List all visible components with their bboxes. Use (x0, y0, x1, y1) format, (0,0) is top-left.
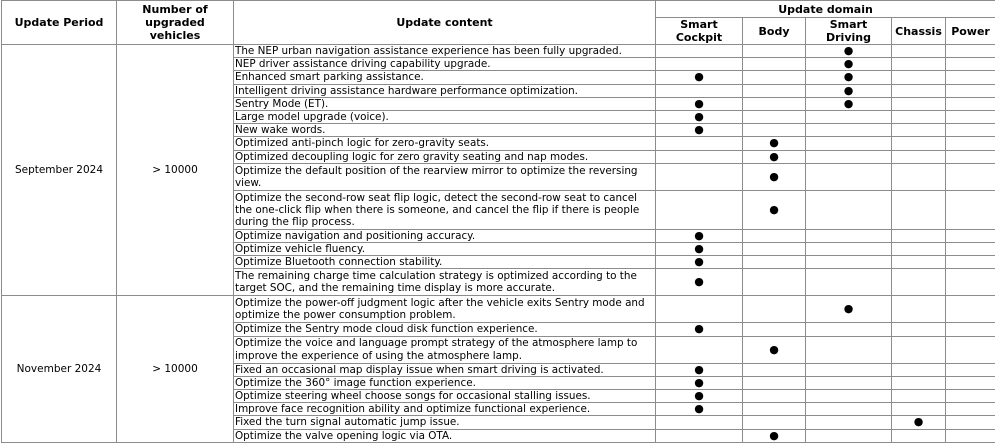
domain-cell-body (743, 403, 806, 416)
domain-cell-smart-cockpit (656, 84, 743, 97)
domain-cell-body (743, 190, 806, 229)
domain-cell-chassis (892, 111, 946, 124)
domain-cell-smart-cockpit (656, 111, 743, 124)
bullet-dot-icon: ● (769, 429, 779, 442)
domain-cell-power (946, 71, 995, 84)
domain-cell-smart-cockpit (656, 256, 743, 269)
domain-cell-smart-cockpit (656, 150, 743, 163)
domain-cell-smart-cockpit (656, 363, 743, 376)
update-content-cell: Optimize the Sentry mode cloud disk function experience. (234, 323, 656, 336)
domain-cell-smart-driving (806, 84, 892, 97)
bullet-dot-icon: ● (694, 97, 704, 110)
update-content-cell: Optimize the second-row seat flip logic, detect the second-row seat to cancel the one-click flip when there is someone, and cancel the flip if there is people during the flip process. (234, 190, 656, 229)
domain-cell-power (946, 336, 995, 363)
update-content-cell: Intelligent driving assistance hardware performance optimization. (234, 84, 656, 97)
bullet-dot-icon: ● (769, 137, 779, 150)
bullet-dot-icon: ● (694, 363, 704, 376)
header-domain-power: Power (946, 18, 995, 45)
domain-cell-power (946, 390, 995, 403)
domain-cell-smart-cockpit (656, 269, 743, 296)
update-content-cell: Sentry Mode (ET). (234, 97, 656, 110)
domain-cell-smart-cockpit (656, 416, 743, 429)
domain-cell-power (946, 45, 995, 58)
bullet-dot-icon: ● (844, 302, 854, 315)
domain-cell-smart-driving (806, 256, 892, 269)
domain-cell-power (946, 256, 995, 269)
domain-cell-body (743, 336, 806, 363)
bullet-dot-icon: ● (769, 203, 779, 216)
domain-cell-smart-driving (806, 229, 892, 242)
domain-cell-smart-cockpit (656, 323, 743, 336)
update-content-cell: Fixed the turn signal automatic jump issue. (234, 416, 656, 429)
domain-cell-power (946, 84, 995, 97)
update-content-cell: Optimize navigation and positioning accuracy. (234, 229, 656, 242)
domain-cell-smart-driving (806, 97, 892, 110)
update-content-cell: Optimize the power-off judgment logic after the vehicle exits Sentry mode and optimize the power consumption problem. (234, 296, 656, 323)
update-content-cell: Optimize the valve opening logic via OTA. (234, 429, 656, 442)
domain-cell-body (743, 256, 806, 269)
domain-cell-chassis (892, 124, 946, 137)
domain-cell-power (946, 97, 995, 110)
domain-cell-body (743, 296, 806, 323)
domain-cell-chassis (892, 137, 946, 150)
domain-cell-smart-cockpit (656, 45, 743, 58)
domain-cell-smart-driving (806, 390, 892, 403)
update-content-cell: NEP driver assistance driving capability upgrade. (234, 58, 656, 71)
domain-cell-smart-cockpit (656, 243, 743, 256)
domain-cell-chassis (892, 45, 946, 58)
domain-cell-body (743, 323, 806, 336)
domain-cell-smart-cockpit (656, 190, 743, 229)
domain-cell-body (743, 163, 806, 190)
update-content-cell: Optimize vehicle fluency. (234, 243, 656, 256)
domain-cell-smart-driving (806, 71, 892, 84)
bullet-dot-icon: ● (694, 376, 704, 389)
update-table (1, 0, 995, 443)
update-content-cell: Optimize Bluetooth connection stability. (234, 256, 656, 269)
domain-cell-chassis (892, 243, 946, 256)
domain-cell-power (946, 269, 995, 296)
table-row (2, 296, 995, 323)
header-domain-smart-cockpit: Smart Cockpit (656, 18, 743, 45)
header-domain-smart-driving: Smart Driving (806, 18, 892, 45)
domain-cell-smart-driving (806, 163, 892, 190)
domain-cell-smart-cockpit (656, 97, 743, 110)
bullet-dot-icon: ● (694, 323, 704, 336)
domain-cell-power (946, 296, 995, 323)
domain-cell-smart-cockpit (656, 137, 743, 150)
domain-cell-smart-driving (806, 190, 892, 229)
update-content-cell: The remaining charge time calculation strategy is optimized according to the target SOC, and the remaining time display is more accurate. (234, 269, 656, 296)
upgraded-vehicles-cell: > 10000 (117, 296, 234, 442)
domain-cell-chassis (892, 336, 946, 363)
domain-cell-smart-driving (806, 58, 892, 71)
domain-cell-smart-driving (806, 376, 892, 389)
domain-cell-smart-cockpit (656, 296, 743, 323)
domain-cell-power (946, 403, 995, 416)
bullet-dot-icon: ● (844, 45, 854, 58)
domain-cell-body (743, 229, 806, 242)
bullet-dot-icon: ● (769, 170, 779, 183)
domain-cell-smart-driving (806, 243, 892, 256)
domain-cell-smart-cockpit (656, 403, 743, 416)
update-content-cell: Enhanced smart parking assistance. (234, 71, 656, 84)
domain-cell-body (743, 269, 806, 296)
domain-cell-chassis (892, 363, 946, 376)
domain-cell-power (946, 363, 995, 376)
domain-cell-body (743, 71, 806, 84)
domain-cell-chassis (892, 403, 946, 416)
domain-cell-chassis (892, 97, 946, 110)
bullet-dot-icon: ● (694, 111, 704, 124)
domain-cell-power (946, 416, 995, 429)
domain-cell-body (743, 376, 806, 389)
domain-cell-power (946, 229, 995, 242)
domain-cell-chassis (892, 71, 946, 84)
bullet-dot-icon: ● (914, 416, 924, 429)
domain-cell-smart-driving (806, 363, 892, 376)
domain-cell-power (946, 150, 995, 163)
bullet-dot-icon: ● (769, 343, 779, 356)
bullet-dot-icon: ● (694, 71, 704, 84)
update-content-cell: Optimized decoupling logic for zero gravity seating and nap modes. (234, 150, 656, 163)
domain-cell-smart-driving (806, 137, 892, 150)
header-domain-chassis: Chassis (892, 18, 946, 45)
table-body (2, 45, 995, 443)
update-content-cell: Optimize steering wheel choose songs for occasional stalling issues. (234, 390, 656, 403)
bullet-dot-icon: ● (694, 275, 704, 288)
domain-cell-chassis (892, 163, 946, 190)
domain-cell-power (946, 323, 995, 336)
header-upgraded-vehicles: Number of upgraded vehicles (117, 1, 234, 45)
update-content-cell: Improve face recognition ability and optimize functional experience. (234, 403, 656, 416)
header-domain-body: Body (743, 18, 806, 45)
update-content-cell: New wake words. (234, 124, 656, 137)
bullet-dot-icon: ● (844, 58, 854, 71)
domain-cell-smart-driving (806, 336, 892, 363)
domain-cell-chassis (892, 256, 946, 269)
update-content-cell: Fixed an occasional map display issue when smart driving is activated. (234, 363, 656, 376)
domain-cell-smart-cockpit (656, 71, 743, 84)
domain-cell-body (743, 111, 806, 124)
update-content-cell: Optimized anti-pinch logic for zero-gravity seats. (234, 137, 656, 150)
domain-cell-smart-driving (806, 403, 892, 416)
domain-cell-body (743, 243, 806, 256)
domain-cell-body (743, 58, 806, 71)
domain-cell-smart-driving (806, 45, 892, 58)
domain-cell-smart-cockpit (656, 336, 743, 363)
header-update-domain: Update domain (656, 1, 995, 18)
domain-cell-chassis (892, 84, 946, 97)
bullet-dot-icon: ● (694, 124, 704, 137)
domain-cell-power (946, 163, 995, 190)
upgraded-vehicles-cell: > 10000 (117, 45, 234, 296)
domain-cell-smart-cockpit (656, 124, 743, 137)
bullet-dot-icon: ● (694, 256, 704, 269)
update-content-cell: The NEP urban navigation assistance experience has been fully upgraded. (234, 45, 656, 58)
domain-cell-power (946, 243, 995, 256)
domain-cell-chassis (892, 323, 946, 336)
domain-cell-smart-cockpit (656, 163, 743, 190)
domain-cell-chassis (892, 229, 946, 242)
bullet-dot-icon: ● (769, 150, 779, 163)
domain-cell-smart-cockpit (656, 390, 743, 403)
bullet-dot-icon: ● (694, 390, 704, 403)
domain-cell-smart-driving (806, 323, 892, 336)
bullet-dot-icon: ● (694, 229, 704, 242)
header-update-period: Update Period (2, 1, 117, 45)
bullet-dot-icon: ● (844, 97, 854, 110)
update-content-cell: Optimize the default position of the rearview mirror to optimize the reversing view. (234, 163, 656, 190)
bullet-dot-icon: ● (694, 403, 704, 416)
domain-cell-chassis (892, 296, 946, 323)
header-update-content: Update content (234, 1, 656, 45)
domain-cell-smart-cockpit (656, 376, 743, 389)
domain-cell-power (946, 111, 995, 124)
domain-cell-power (946, 58, 995, 71)
domain-cell-smart-driving (806, 124, 892, 137)
table-row (2, 45, 995, 58)
domain-cell-chassis (892, 390, 946, 403)
domain-cell-smart-cockpit (656, 58, 743, 71)
domain-cell-power (946, 376, 995, 389)
domain-cell-body (743, 45, 806, 58)
bullet-dot-icon: ● (694, 243, 704, 256)
domain-cell-power (946, 190, 995, 229)
domain-cell-power (946, 124, 995, 137)
domain-cell-chassis (892, 58, 946, 71)
domain-cell-body (743, 150, 806, 163)
domain-cell-body (743, 137, 806, 150)
domain-cell-chassis (892, 190, 946, 229)
domain-cell-smart-driving (806, 269, 892, 296)
update-content-cell: Optimize the voice and language prompt strategy of the atmosphere lamp to improve the experience of using the atmosphere lamp. (234, 336, 656, 363)
domain-cell-smart-driving (806, 296, 892, 323)
domain-cell-smart-driving (806, 150, 892, 163)
bullet-dot-icon: ● (844, 71, 854, 84)
domain-cell-chassis (892, 269, 946, 296)
update-period-cell: November 2024 (2, 296, 117, 442)
domain-cell-smart-driving (806, 111, 892, 124)
domain-cell-body (743, 124, 806, 137)
update-content-cell: Large model upgrade (voice). (234, 111, 656, 124)
update-content-cell: Optimize the 360° image function experience. (234, 376, 656, 389)
domain-cell-chassis (892, 416, 946, 429)
update-period-cell: September 2024 (2, 45, 117, 296)
domain-cell-chassis (892, 376, 946, 389)
domain-cell-chassis (892, 150, 946, 163)
domain-cell-body (743, 363, 806, 376)
domain-cell-body (743, 390, 806, 403)
domain-cell-smart-driving (806, 416, 892, 429)
domain-cell-body (743, 84, 806, 97)
domain-cell-smart-cockpit (656, 229, 743, 242)
domain-cell-power (946, 137, 995, 150)
bullet-dot-icon: ● (844, 84, 854, 97)
domain-cell-body (743, 97, 806, 110)
domain-cell-body (743, 416, 806, 429)
